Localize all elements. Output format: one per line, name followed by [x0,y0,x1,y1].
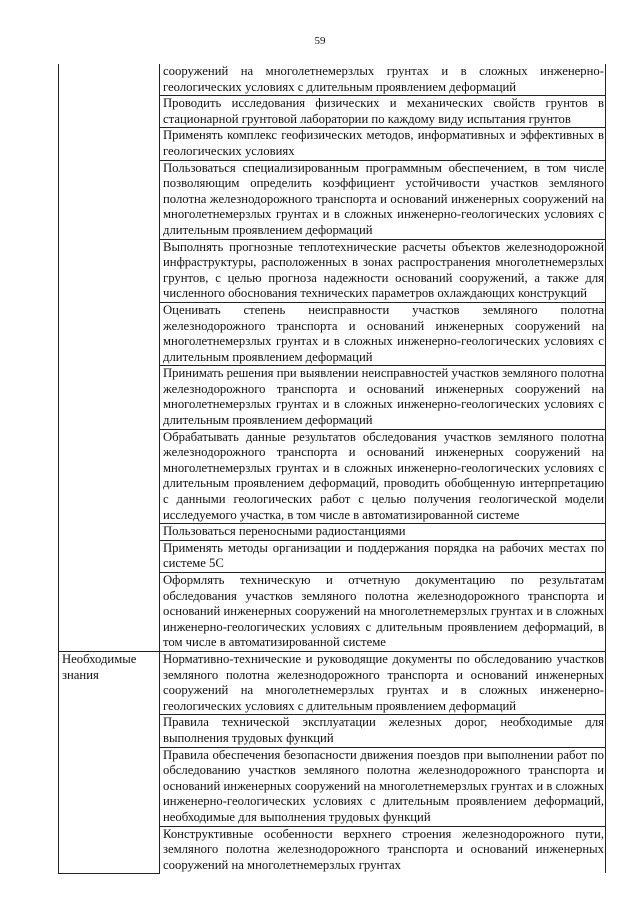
table-row [59,128,606,160]
skill-item: Пользоваться переносными радиостанциями [160,524,606,541]
label-cell-empty [59,302,160,365]
skill-item: Принимать решения при выявлении неисправностей участков земляного полотна железнодорожного транспорта и оснований инженерных сооружений на многолетнемерзлых грунтах и в сложных инженерно-геологических условиях с длительным проявлением деформаций [160,366,606,429]
table-row [59,64,606,96]
label-cell-empty [59,128,160,160]
label-cell-empty [59,540,160,572]
skill-item: Обрабатывать данные результатов обследования участков земляного полотна железнодорожного транспорта и оснований инженерных сооружений на многолетнемерзлых грунтах и в сложных инженерно-геологических условиях с длительным проявлением деформаций, проводить обобщенную интерпретацию с данными геологических работ с целью получения геологической модели исследуемого участка, в том числе в автоматизированной системе [160,429,606,524]
skill-item: Выполнять прогнозные теплотехнические расчеты объектов железнодорожной инфраструктуры, расположенных в зонах распространения многолетнемерзлых грунтов, с целью прогноза надежности оснований сооружений, а также для численного обоснования технических параметров охлаждающих конструкций [160,239,606,302]
knowledge-item: Правила обеспечения безопасности движения поездов при выполнении работ по обследованию участков земляного полотна железнодорожного транспорта и оснований инженерных сооружений на многолетнемерзлых грунтах и в сложных инженерно-геологических условиях с длительным проявлением деформаций, необходимые для выполнения трудовых функций [160,747,606,826]
skill-item: Применять методы организации и поддержания порядка на рабочих местах по системе 5С [160,540,606,572]
skill-item: Оформлять техническую и отчетную документацию по результатам обследования участков земляного полотна железнодорожного транспорта и оснований инженерных сооружений на многолетнемерзлых грунтах и в сложных инженерно-геологических условиях с длительным проявлением деформаций, в том числе в автоматизированной системе [160,573,606,652]
table-row [59,429,606,524]
table-row [59,160,606,239]
label-cell-empty [59,524,160,541]
table-row [59,96,606,128]
table-row [59,540,606,572]
page-number: 59 [314,35,326,47]
table-row [59,239,606,302]
knowledge-item: Нормативно-технические и руководящие документы по обследованию участков земляного полотна железнодорожного транспорта и оснований инженерных сооружений на многолетнемерзлых грунтах и в сложных инженерно-геологических условиях с длительным проявлением деформаций [160,651,606,714]
skill-item: Пользоваться специализированным программным обеспечением, в том числе позволяющим определить коэффициент устойчивости участков земляного полотна железнодорожного транспорта и оснований инженерных сооружений на многолетнемерзлых грунтах и в сложных инженерно-геологических условиях с длительным проявлением деформаций [160,160,606,239]
label-cell-empty [59,573,160,652]
label-cell-empty [59,64,160,96]
skill-item: Применять комплекс геофизических методов, информативных и эффективных в геологических условиях [160,128,606,160]
table-row [59,302,606,365]
label-cell-empty [59,366,160,429]
table-row [59,573,606,652]
label-cell-empty [59,429,160,524]
skill-item: сооружений на многолетнемерзлых грунтах и в сложных инженерно-геологических условиях с длительным проявлением деформаций [160,64,606,96]
knowledge-label: Необходимые знания [59,651,160,873]
competency-table [58,64,606,874]
knowledge-item: Правила технической эксплуатации железных дорог, необходимые для выполнения трудовых функций [160,715,606,747]
label-cell-empty [59,96,160,128]
label-cell-empty [59,239,160,302]
table-row [59,651,606,714]
table-row [59,366,606,429]
skill-item: Оценивать степень неисправности участков земляного полотна железнодорожного транспорта и оснований инженерных сооружений на многолетнемерзлых грунтах и в сложных инженерно-геологических условиях с длительным проявлением деформаций [160,302,606,365]
table-row [59,524,606,541]
label-cell-empty [59,160,160,239]
knowledge-item: Конструктивные особенности верхнего строения железнодорожного пути, земляного полотна железнодорожного транспорта и оснований инженерных сооружений на многолетнемерзлых грунтах [160,826,606,873]
skill-item: Проводить исследования физических и механических свойств грунтов в стационарной грунтовой лаборатории по каждому виду испытания грунтов [160,96,606,128]
